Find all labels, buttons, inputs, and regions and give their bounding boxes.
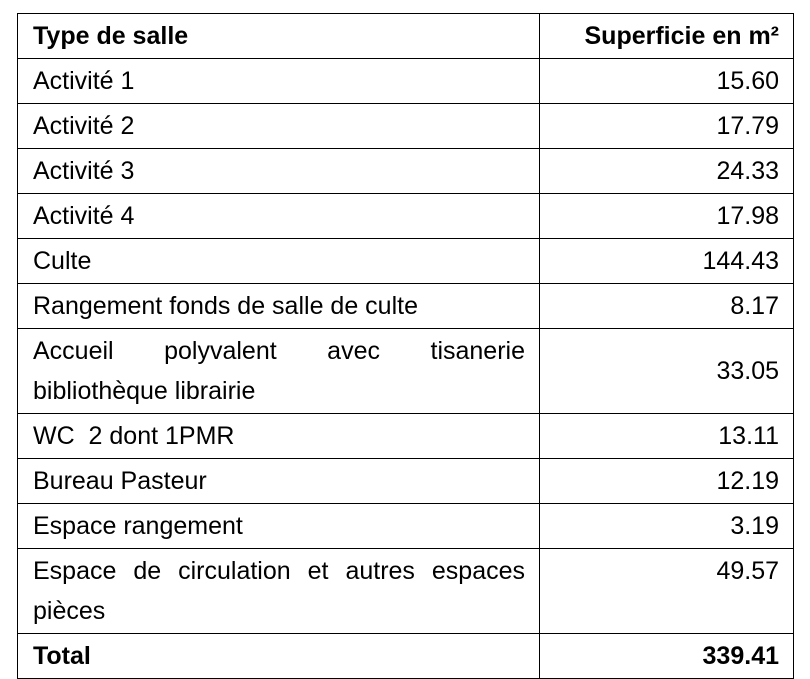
table-row	[18, 104, 794, 149]
area-cell: 49.57	[540, 549, 794, 634]
area-cell: 15.60	[540, 59, 794, 104]
room-type-cell: Accueil polyvalent avec tisanerie bibliothèque librairie	[18, 329, 540, 414]
room-type-cell: WC 2 dont 1PMR	[18, 414, 540, 459]
table-row	[18, 504, 794, 549]
table-row	[18, 414, 794, 459]
area-cell: 24.33	[540, 149, 794, 194]
room-type-cell: Espace de circulation et autres espaces pièces	[18, 549, 540, 634]
room-type-cell: Espace rangement	[18, 504, 540, 549]
total-row	[18, 634, 794, 679]
header-room-type: Type de salle	[18, 14, 540, 59]
total-area: 339.41	[540, 634, 794, 679]
table-row	[18, 149, 794, 194]
room-type-cell: Activité 4	[18, 194, 540, 239]
area-cell: 12.19	[540, 459, 794, 504]
area-cell: 17.98	[540, 194, 794, 239]
table-header-row	[18, 14, 794, 59]
area-cell: 144.43	[540, 239, 794, 284]
table-row	[18, 59, 794, 104]
room-type-cell: Activité 2	[18, 104, 540, 149]
area-cell: 3.19	[540, 504, 794, 549]
area-cell: 17.79	[540, 104, 794, 149]
table-row	[18, 549, 794, 634]
room-type-cell: Bureau Pasteur	[18, 459, 540, 504]
area-cell: 8.17	[540, 284, 794, 329]
area-cell: 33.05	[540, 329, 794, 414]
room-type-cell: Activité 1	[18, 59, 540, 104]
room-type-cell: Culte	[18, 239, 540, 284]
table-row	[18, 459, 794, 504]
table-row	[18, 284, 794, 329]
room-area-table	[17, 13, 794, 679]
table-row	[18, 194, 794, 239]
total-label: Total	[18, 634, 540, 679]
room-type-cell: Activité 3	[18, 149, 540, 194]
room-type-cell: Rangement fonds de salle de culte	[18, 284, 540, 329]
area-cell: 13.11	[540, 414, 794, 459]
table-row	[18, 329, 794, 414]
table-row	[18, 239, 794, 284]
header-area: Superficie en m²	[540, 14, 794, 59]
